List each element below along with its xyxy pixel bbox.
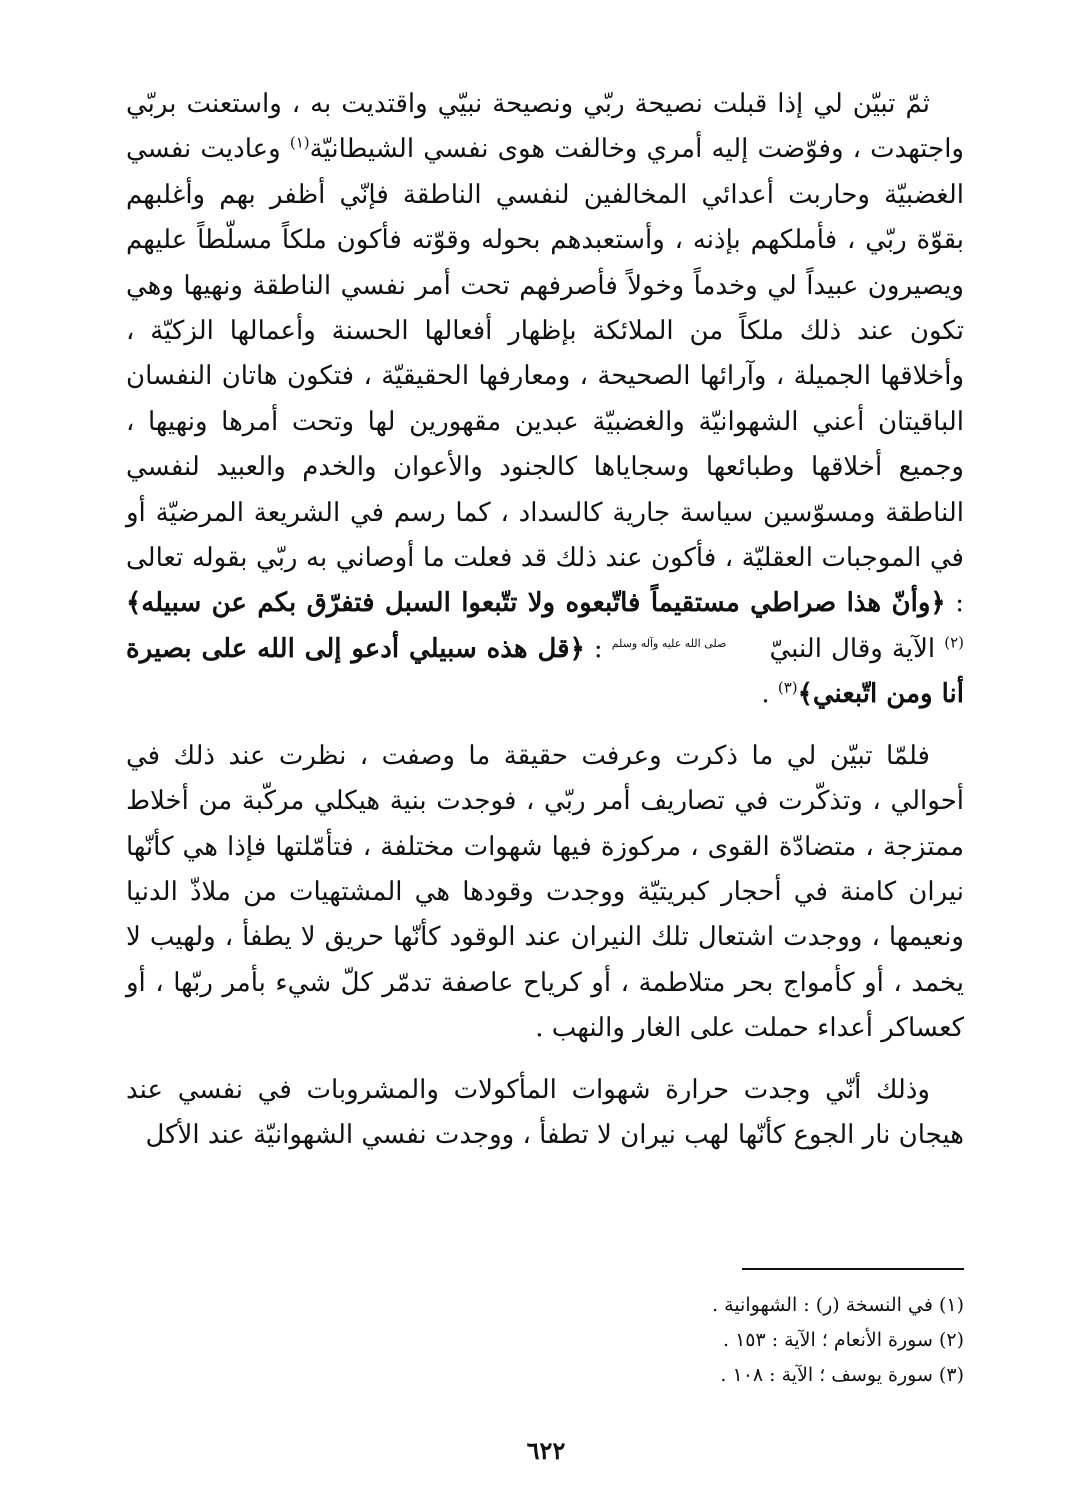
footnote-ref-1[interactable]: (١) xyxy=(289,133,310,152)
paragraph-1-text-2: وعاديت نفسي الغضبيّة وحاربت أعدائي المخالفين لنفسي الناطقة فإنّي أظفر بهم وأغلبهم بقوّة ربّي ، فأملكهم بإذنه ، وأستعبدهم بحوله وقوّته فأكون ملكاً مسلّطاً عليهم ويصيرون عبيداً لي وخدماً وخولاً فأصرفهم تحت أمر نفسي الناطقة ونهيها وهي تكون عند ذلك ملكاً من الملائكة بإظهار أفعالها الحسنة وأعمالها الزكيّة ، وأخلاقها الجميلة ، وآرائها الصحيحة ، ومعارفها الحقيقيّة ، فتكون هاتان النفسان الباقيتان أعني الشهوانيّة والغضبيّة عبدين مقهورين لها وتحت أمرها ونهيها ، وجميع أخلاقها وطبائعها وسجاياها كالجنود والأعوان والخدم والعبيد لنفسي الناطقة ومسوّسين سياسة جارية كالسداد ، كما رسم في الشريعة المرضيّة أو في الموجبات العقليّة ، فأكون عند ذلك قد فعلت ما أوصاني به ربّي بقوله تعالى : xyxy=(126,134,964,619)
footnotes xyxy=(126,1288,964,1393)
paragraph-1-text-4: : xyxy=(584,633,612,664)
salawat-symbol: صلى الله عليه وآله وسلم xyxy=(611,637,727,651)
paragraph-1-text-5: . xyxy=(761,679,778,710)
footnote-ref-2[interactable]: (٢) xyxy=(944,633,964,652)
main-text xyxy=(126,82,964,1158)
footnote-1: (١) في النسخة (ر) : الشهوانية . xyxy=(712,1294,964,1316)
quran-quote-1: ﴿وأنّ هذا صراطي مستقيماً فاتّبعوه ولا تتّبعوا السبل فتفرّق بكم عن سبيله﴾ xyxy=(126,588,946,619)
paragraph-1-text-1: ثمّ تبيّن لي إذا قبلت نصيحة ربّي ونصيحة نبيّي واقتديت به ، واستعنت بربّي واجتهدت ، وفوّضت إليه أمري وخالفت هوى نفسي الشيطانيّة xyxy=(126,89,964,165)
footnote-2: (٢) سورة الأنعام ؛ الآية : ١٥٣ . xyxy=(722,1329,964,1351)
paragraph-1 xyxy=(126,82,964,718)
footnote-3: (٣) سورة يوسف ؛ الآية : ١٠٨ . xyxy=(720,1364,964,1386)
paragraph-2: فلمّا تبيّن لي ما ذكرت وعرفت حقيقة ما وصفت ، نظرت عند ذلك في أحوالي ، وتذكّرت في تصاريف أمر ربّي ، فوجدت بنية هيكلي مركّبة من أخلاط ممتزجة ، متضادّة القوى ، مركوزة فيها شهوات مختلفة ، فتأمّلتها فإذا هي كأنّها نيران كامنة في أحجار كبريتيّة ووجدت وقودها هي المشتهيات من ملاذّ الدنيا ونعيمها ، ووجدت اشتعال تلك النيران عند الوقود كأنّها حريق لا يطفأ ، ولهيب لا يخمد ، أو كأمواج بحر متلاطمة ، أو كرياح عاصفة تدمّر كلّ شيء بأمر ربّها ، أو كعساكر أعداء حملت على الغار والنهب . xyxy=(126,740,964,1044)
footnote-ref-3[interactable]: (٣) xyxy=(777,678,798,697)
footnote-separator xyxy=(742,1268,964,1270)
paragraph-3: وذلك أنّي وجدت حرارة شهوات المأكولات والمشروبات في نفسي عند هيجان نار الجوع كأنّها لهب نيران لا تطفأ ، ووجدت نفسي الشهوانيّة عند الأكل xyxy=(126,1074,964,1150)
page-number: ٦٢٢ xyxy=(526,1436,566,1465)
quran-quote-2: ﴿قل هذه سبيلي أدعو إلى الله على بصيرة أنا ومن اتّبعني﴾ xyxy=(126,633,964,710)
paragraph-1-text-3: الآية وقال النبيّ xyxy=(760,633,945,664)
